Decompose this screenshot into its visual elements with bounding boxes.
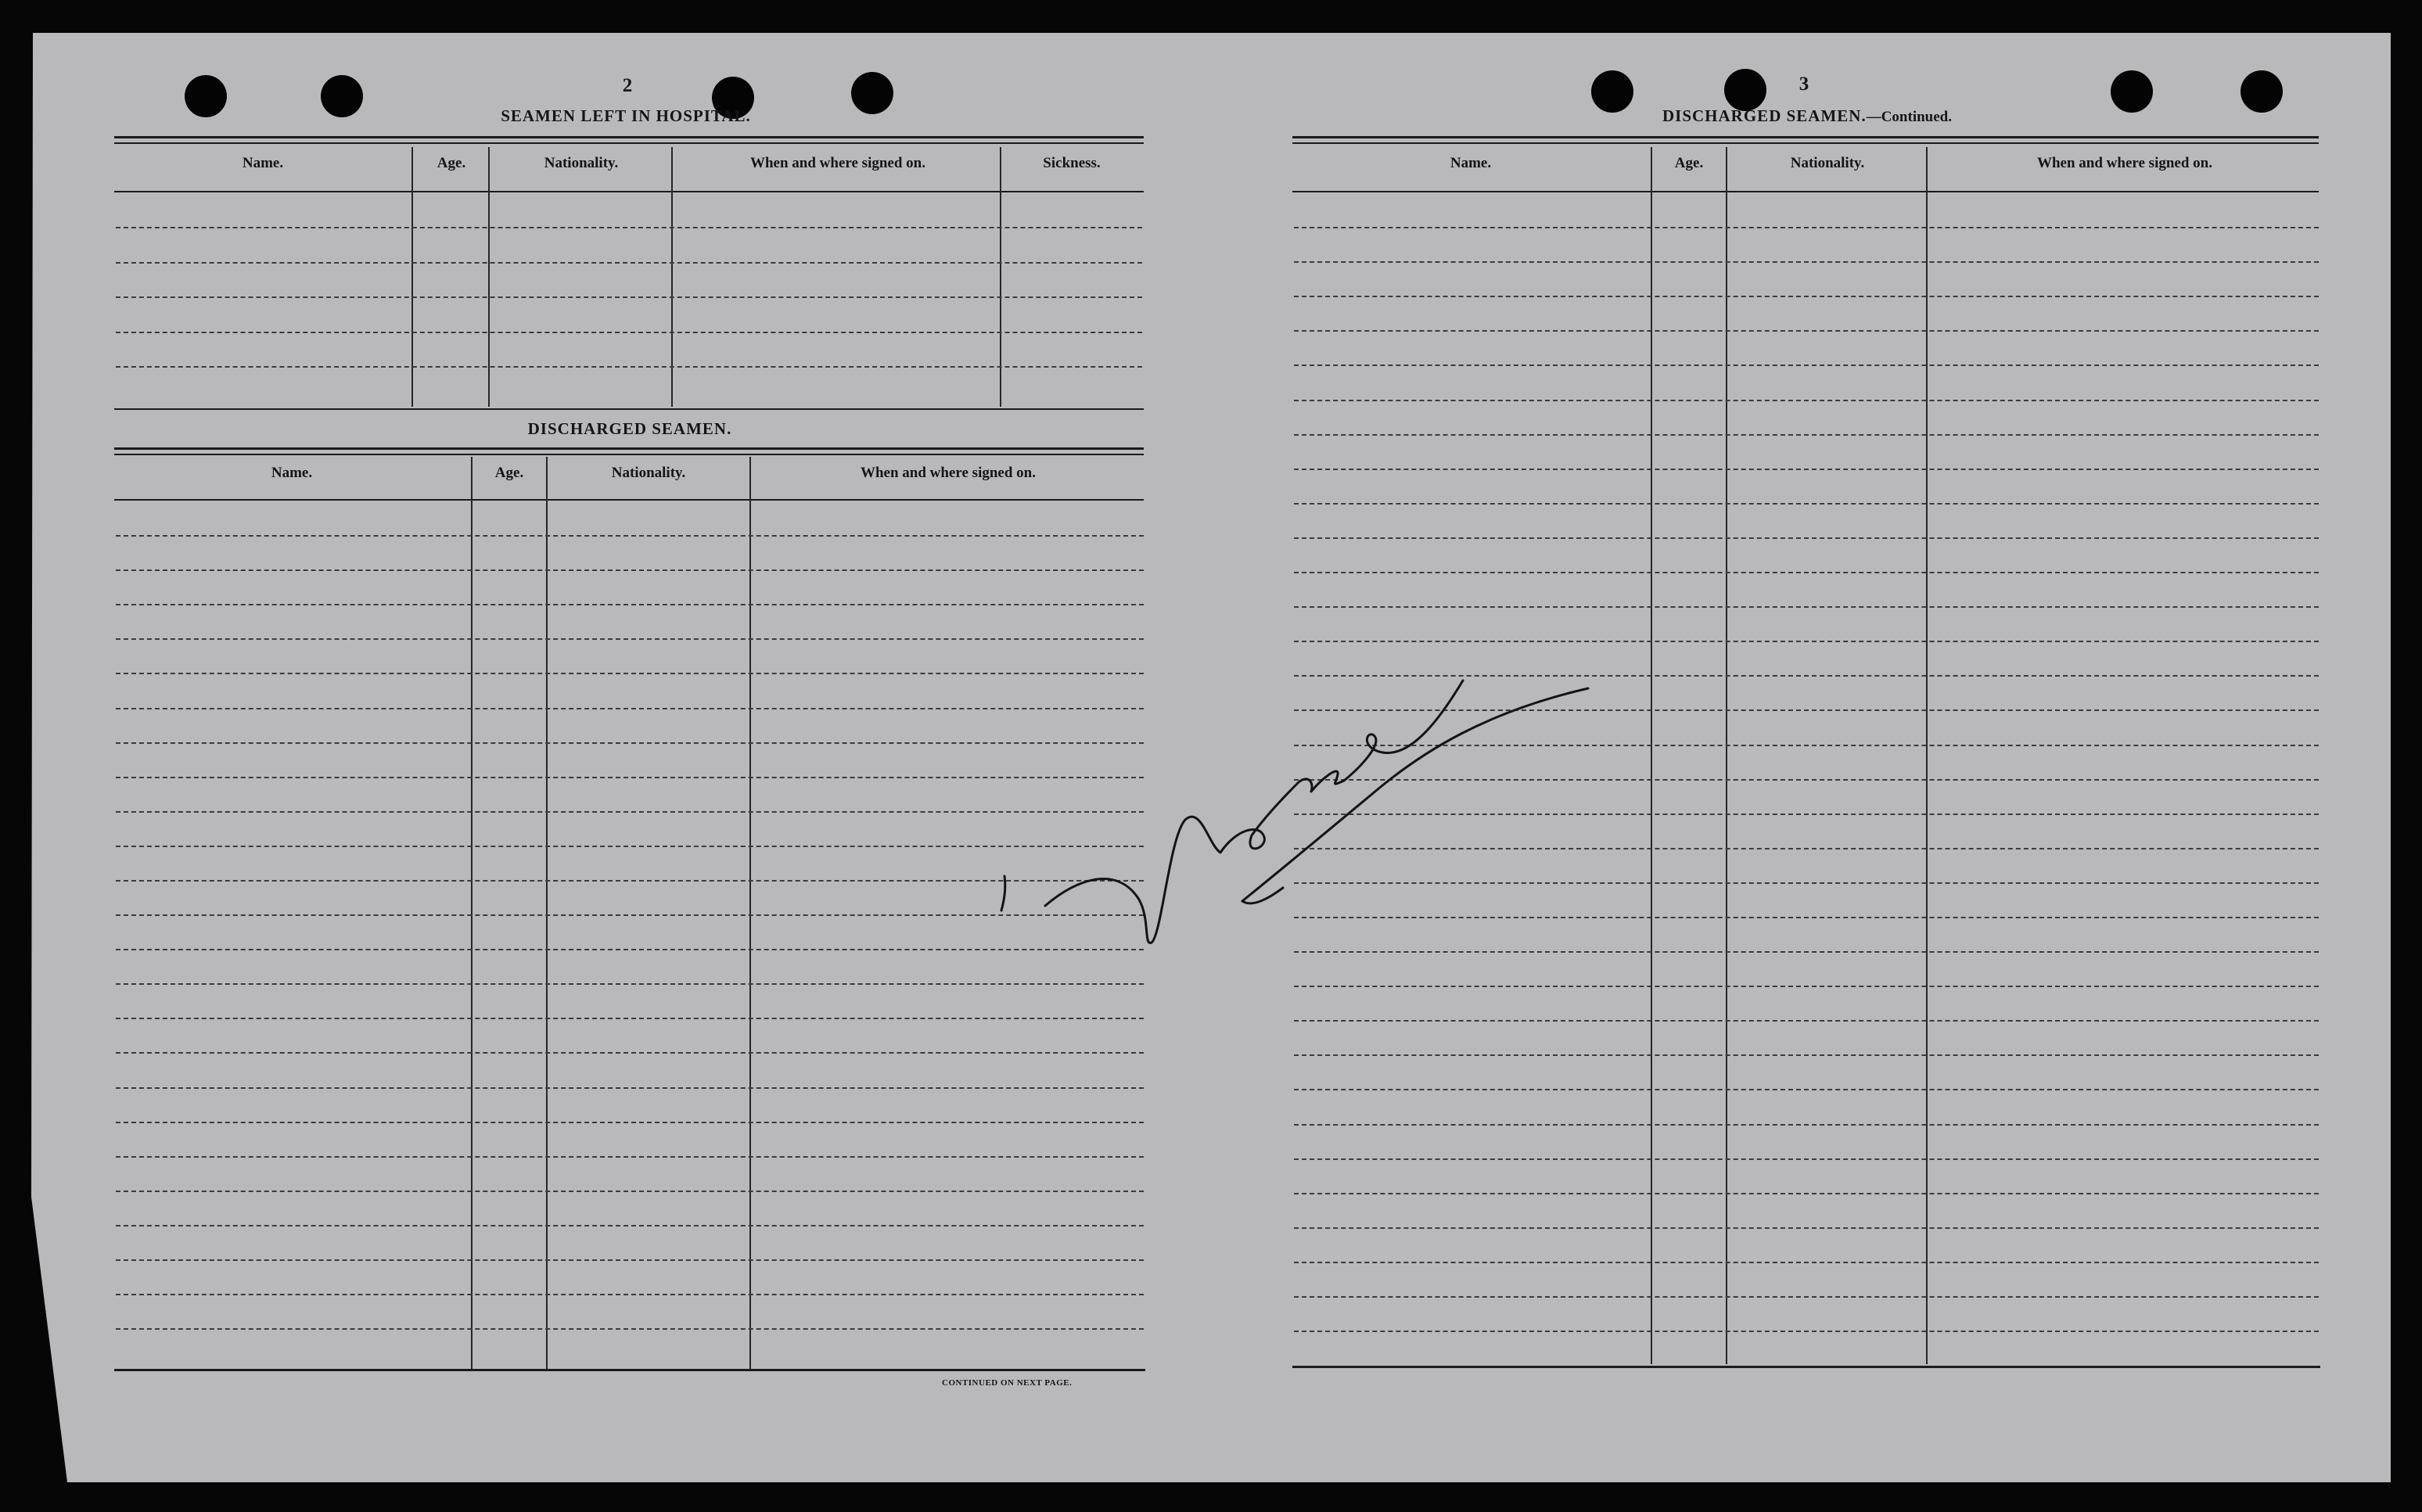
hospital-top-rule (114, 136, 1144, 138)
hospital-bottom-rule (114, 408, 1144, 410)
entry-row-line (1294, 1296, 2319, 1298)
entry-row-line (116, 535, 1144, 537)
entry-row-line (116, 1156, 1144, 1158)
entry-row-line (1294, 1331, 2319, 1332)
discharged-col-signed-on: When and where signed on. (860, 465, 1036, 481)
discharged-continued-title: DISCHARGED SEAMEN. (1662, 106, 1867, 125)
punch-hole (1724, 69, 1766, 111)
entry-row-line (1294, 572, 2319, 573)
entry-row-line (1294, 1020, 2319, 1022)
entry-row-line (1294, 365, 2319, 366)
entry-row-line (116, 914, 1144, 916)
right-col-age: Age. (1674, 155, 1704, 171)
entry-row-line (116, 1328, 1144, 1330)
entry-row-line (1294, 675, 2319, 677)
entry-row-line (116, 846, 1144, 847)
entry-row-line (116, 332, 1142, 333)
entry-row-line (1294, 503, 2319, 505)
entry-row-line (116, 296, 1142, 298)
entry-row-line (116, 777, 1144, 778)
right-bottom-rule (1292, 1366, 2320, 1368)
entry-row-line (116, 1294, 1144, 1295)
entry-row-line (116, 366, 1142, 368)
right-top-rule-2 (1292, 142, 2319, 144)
hospital-col-signed-on: When and where signed on. (749, 155, 925, 171)
hospital-col-divider (488, 147, 490, 407)
entry-row-line (116, 569, 1144, 571)
entry-row-line (1294, 469, 2319, 470)
hospital-col-name: Name. (242, 155, 284, 171)
entry-row-line (1294, 330, 2319, 332)
discharged-col-nationality: Nationality. (611, 465, 686, 481)
entry-row-line (116, 262, 1142, 264)
entry-row-line (1294, 606, 2319, 608)
discharged-bottom-rule (114, 1369, 1145, 1371)
right-col-name: Name. (1450, 155, 1492, 171)
hospital-col-divider (1000, 147, 1001, 407)
entry-row-line (1294, 848, 2319, 849)
hospital-header-rule (114, 191, 1144, 192)
punch-hole (185, 75, 227, 117)
entry-row-line (1294, 745, 2319, 746)
entry-row-line (116, 227, 1142, 228)
entry-row-line (116, 1052, 1144, 1054)
page-number-right: 3 (1799, 74, 1809, 95)
discharged-col-age: Age. (494, 465, 524, 481)
entry-row-line (116, 1018, 1144, 1019)
entry-row-line (116, 983, 1144, 985)
entry-row-line (1294, 951, 2319, 953)
right-header-rule (1292, 191, 2319, 192)
discharged-col-divider (546, 457, 548, 1369)
entry-row-line (1294, 434, 2319, 436)
punch-hole (2241, 70, 2283, 113)
entry-row-line (1294, 1089, 2319, 1090)
entry-row-line (116, 811, 1144, 813)
continued-footer: CONTINUED ON NEXT PAGE. (942, 1378, 1073, 1388)
punch-hole (851, 72, 893, 114)
hospital-col-age: Age. (437, 155, 466, 171)
entry-row-line (1294, 1193, 2319, 1194)
entry-row-line (1294, 917, 2319, 918)
entry-row-line (116, 638, 1144, 640)
punch-hole (1591, 70, 1633, 113)
entry-row-line (116, 742, 1144, 744)
hospital-col-divider (671, 147, 673, 407)
entry-row-line (1294, 227, 2319, 228)
entry-row-line (1294, 1262, 2319, 1263)
discharged-col-name: Name. (271, 465, 313, 481)
entry-row-line (116, 1087, 1144, 1089)
hospital-top-rule-2 (114, 142, 1144, 144)
discharged-section-heading: DISCHARGED SEAMEN. (527, 419, 732, 438)
entry-row-line (116, 1191, 1144, 1192)
right-col-signed-on: When and where signed on. (2036, 155, 2212, 171)
entry-row-line (1294, 537, 2319, 539)
entry-row-line (1294, 1054, 2319, 1056)
discharged-top-rule (114, 447, 1144, 450)
entry-row-line (1294, 261, 2319, 263)
entry-row-line (1294, 1227, 2319, 1229)
punch-hole (2111, 70, 2153, 113)
entry-row-line (116, 708, 1144, 709)
punch-hole (321, 75, 363, 117)
entry-row-line (1294, 641, 2319, 642)
hospital-section-heading: SEAMEN LEFT IN HOSPITAL. (501, 106, 751, 125)
hospital-col-divider (411, 147, 413, 407)
entry-row-line (1294, 296, 2319, 297)
entry-row-line (116, 1259, 1144, 1261)
right-top-rule (1292, 136, 2319, 138)
entry-row-line (1294, 1124, 2319, 1126)
entry-row-line (1294, 709, 2319, 711)
entry-row-line (116, 949, 1144, 950)
discharged-col-divider (471, 457, 473, 1369)
entry-row-line (116, 1122, 1144, 1123)
discharged-continued-heading (1643, 106, 1971, 126)
entry-row-line (1294, 400, 2319, 401)
entry-row-line (116, 1225, 1144, 1226)
entry-row-line (116, 880, 1144, 882)
discharged-header-rule (114, 499, 1144, 501)
entry-row-line (116, 673, 1144, 674)
page-number-left: 2 (622, 75, 633, 96)
discharged-top-rule-2 (114, 454, 1144, 455)
entry-row-line (1294, 1158, 2319, 1160)
entry-row-line (116, 604, 1144, 605)
continued-suffix: —Continued. (1866, 109, 1952, 125)
discharged-col-divider (749, 457, 751, 1369)
hospital-col-sickness: Sickness. (1043, 155, 1101, 171)
entry-row-line (1294, 986, 2319, 987)
entry-row-line (1294, 779, 2319, 781)
entry-row-line (1294, 882, 2319, 884)
right-col-nationality: Nationality. (1790, 155, 1865, 171)
entry-row-line (1294, 813, 2319, 815)
hospital-col-nationality: Nationality. (544, 155, 619, 171)
